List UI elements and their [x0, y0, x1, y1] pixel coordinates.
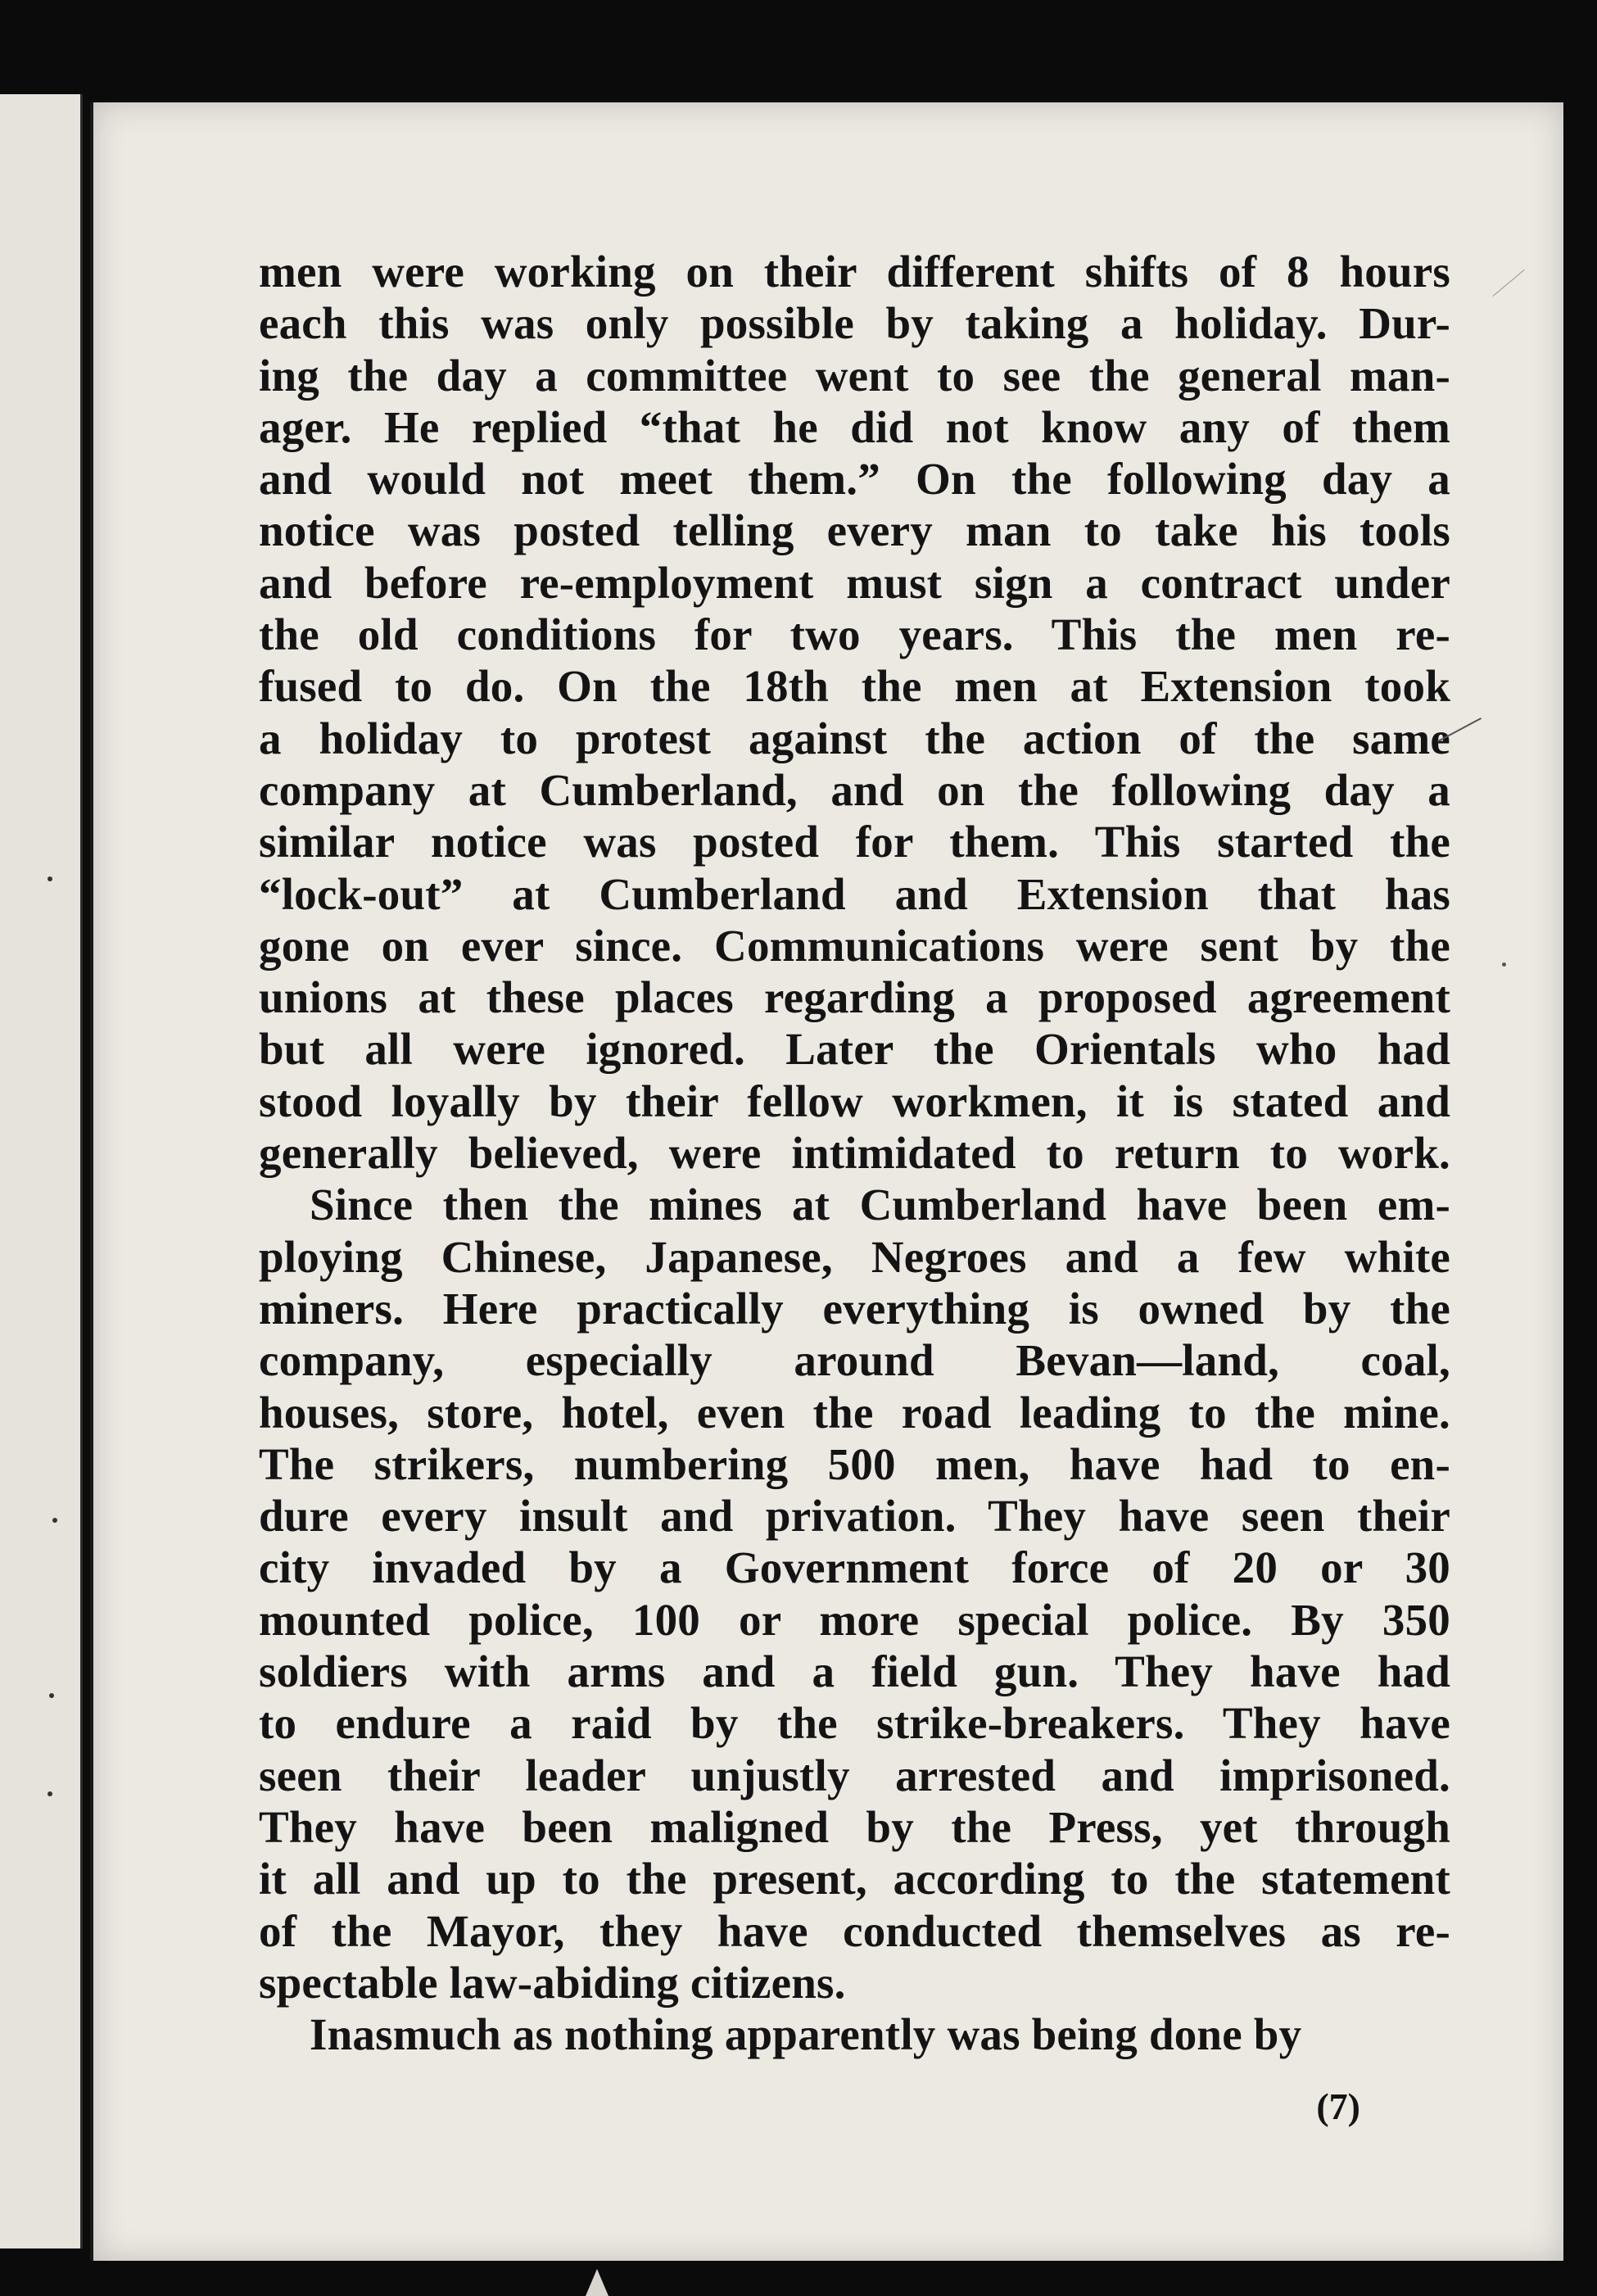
margin-pencil-mark: [1493, 269, 1525, 297]
text-line: notice was posted telling every man to take his tools: [259, 505, 1450, 556]
margin-dot: [49, 1693, 54, 1698]
text-line: Since then the mines at Cumberland have been em-: [310, 1180, 1450, 1230]
margin-dot: [52, 1518, 57, 1523]
text-line: spectable law-abiding citizens.: [259, 1957, 846, 2008]
text-line: and before re-employment must sign a contract under: [259, 557, 1450, 608]
text-line: fused to do. On the 18th the men at Extension took: [259, 661, 1450, 712]
paragraph-2: [259, 1179, 1450, 2008]
text-line: of the Mayor, they have conducted themselves as re-: [259, 1905, 1450, 1956]
text-line: each this was only possible by taking a holiday. Dur-: [259, 298, 1450, 349]
text-line: company at Cumberland, and on the following day a: [259, 764, 1450, 815]
text-line: a holiday to protest against the action of the same: [259, 713, 1450, 763]
text-line: Inasmuch as nothing apparently was being done by: [310, 2009, 1302, 2060]
paragraph-3: [259, 2008, 1450, 2060]
text-line: seen their leader unjustly arrested and imprisoned.: [259, 1750, 1450, 1800]
text-line: the old conditions for two years. This the men re-: [259, 609, 1450, 660]
scanner-edge-marker: [586, 2269, 608, 2296]
text-line: The strikers, numbering 500 men, have had to en-: [259, 1438, 1450, 1489]
text-line: generally believed, were intimidated to return to work.: [259, 1128, 1450, 1179]
document-page: [90, 102, 1563, 2261]
margin-dot: [48, 1791, 52, 1796]
text-line: ing the day a committee went to see the general man-: [259, 350, 1450, 401]
text-line: similar notice was posted for them. This started the: [259, 817, 1450, 867]
text-line: They have been maligned by the Press, yet through: [259, 1801, 1450, 1852]
text-line: dure every insult and privation. They have seen their: [259, 1491, 1450, 1542]
text-line: city invaded by a Government force of 20 or 30: [259, 1542, 1450, 1593]
text-line: unions at these places regarding a proposed agreement: [259, 972, 1450, 1023]
text-line: company, especially around Bevan—land, coal,: [259, 1335, 1450, 1386]
margin-dot: [1502, 962, 1506, 967]
text-line: ploying Chinese, Japanese, Negroes and a few white: [259, 1231, 1450, 1282]
margin-dot: [48, 876, 52, 881]
page-number: (7): [1316, 2085, 1360, 2127]
text-line: stood loyally by their fellow workmen, it is stated and: [259, 1076, 1450, 1126]
text-line: but all were ignored. Later the Orientals who had: [259, 1024, 1450, 1075]
text-line: and would not meet them.” On the following day a: [259, 454, 1450, 505]
text-line: “lock-out” at Cumberland and Extension that has: [259, 868, 1450, 919]
text-line: it all and up to the present, according to the statement: [259, 1854, 1450, 1904]
text-line: houses, store, hotel, even the road leading to the mine.: [259, 1387, 1450, 1438]
paragraph-1: [259, 246, 1450, 1179]
text-line: soldiers with arms and a field gun. They have had: [259, 1646, 1450, 1697]
adjacent-page-edge: [0, 94, 83, 2248]
body-text: [259, 246, 1450, 2060]
text-line: men were working on their different shifts of 8 hours: [259, 247, 1450, 297]
text-line: ager. He replied “that he did not know any of them: [259, 401, 1450, 452]
text-line: mounted police, 100 or more special police. By 350: [259, 1594, 1450, 1645]
text-line: gone on ever since. Communications were sent by the: [259, 920, 1450, 971]
text-line: to endure a raid by the strike-breakers. They have: [259, 1698, 1450, 1749]
text-line: miners. Here practically everything is owned by the: [259, 1283, 1450, 1334]
